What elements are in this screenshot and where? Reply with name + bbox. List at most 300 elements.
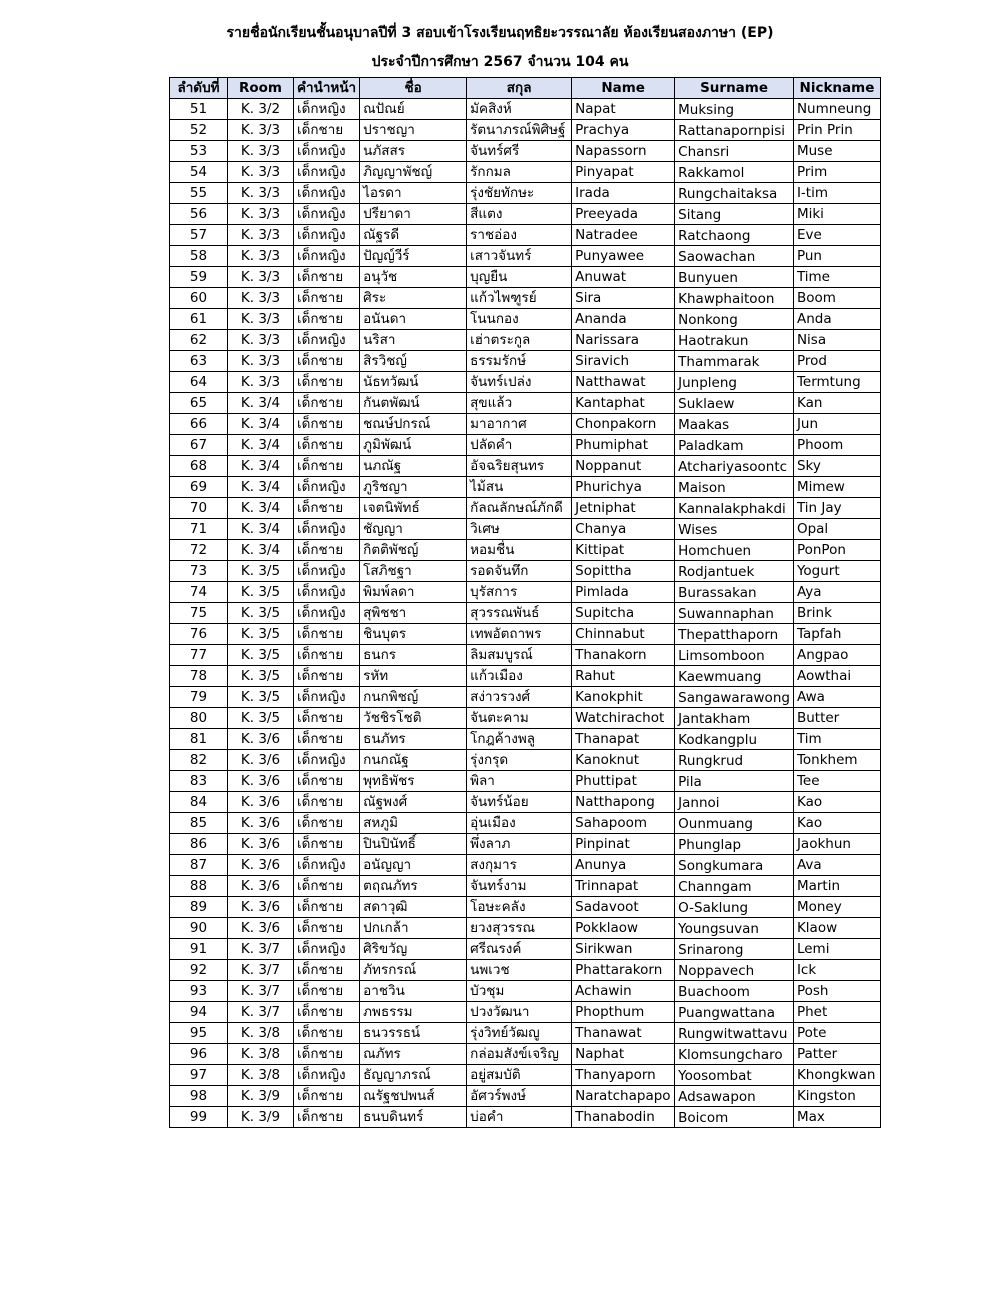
- document-subtitle: ประจำปีการศึกษา 2567 จำนวน 104 คน: [371, 54, 629, 70]
- cell-prefix: เด็กชาย: [294, 981, 360, 1002]
- cell-name: Napat: [572, 99, 675, 120]
- table-row: [170, 1086, 881, 1107]
- cell-thai-name: ธนกร: [360, 645, 467, 666]
- cell-thai-name: สุพิชชา: [360, 603, 467, 624]
- cell-nickname: Mimew: [793, 477, 880, 498]
- cell-name: Thanabodin: [572, 1107, 675, 1128]
- table-row: [170, 897, 881, 918]
- cell-nickname: Martin: [793, 876, 880, 897]
- cell-thai-surname: รุ่งชัยทักษะ: [467, 183, 572, 204]
- table-row: [170, 183, 881, 204]
- cell-thai-surname: ปลัดคำ: [467, 435, 572, 456]
- cell-nickname: Butter: [793, 708, 880, 729]
- cell-name: Pimlada: [572, 582, 675, 603]
- table-row: [170, 162, 881, 183]
- header-thai-name: ชื่อ: [360, 78, 467, 99]
- cell-prefix: เด็กชาย: [294, 771, 360, 792]
- cell-name: Anunya: [572, 855, 675, 876]
- table-row: [170, 393, 881, 414]
- cell-order: 75: [170, 603, 228, 624]
- cell-order: 99: [170, 1107, 228, 1128]
- cell-room: K. 3/3: [228, 246, 294, 267]
- cell-thai-surname: อัจฉริยสุนทร: [467, 456, 572, 477]
- cell-room: K. 3/3: [228, 309, 294, 330]
- table-row: [170, 960, 881, 981]
- cell-prefix: เด็กชาย: [294, 351, 360, 372]
- cell-surname: Songkumara: [675, 855, 794, 876]
- cell-name: Pokklaow: [572, 918, 675, 939]
- cell-nickname: Tim: [793, 729, 880, 750]
- cell-nickname: Prin Prin: [793, 120, 880, 141]
- cell-nickname: PonPon: [793, 540, 880, 561]
- cell-nickname: Kingston: [793, 1086, 880, 1107]
- cell-thai-name: กนกพิชญ์: [360, 687, 467, 708]
- cell-surname: Kannalakphakdi: [675, 498, 794, 519]
- table-row: [170, 855, 881, 876]
- cell-surname: Saowachan: [675, 246, 794, 267]
- cell-room: K. 3/5: [228, 624, 294, 645]
- table-row: [170, 729, 881, 750]
- cell-order: 78: [170, 666, 228, 687]
- cell-room: K. 3/3: [228, 372, 294, 393]
- cell-prefix: เด็กหญิง: [294, 561, 360, 582]
- table-row: [170, 1065, 881, 1086]
- cell-prefix: เด็กชาย: [294, 813, 360, 834]
- cell-prefix: เด็กชาย: [294, 120, 360, 141]
- cell-order: 85: [170, 813, 228, 834]
- cell-order: 79: [170, 687, 228, 708]
- cell-thai-surname: วิเศษ: [467, 519, 572, 540]
- cell-surname: Bunyuen: [675, 267, 794, 288]
- cell-nickname: Kao: [793, 813, 880, 834]
- cell-room: K. 3/5: [228, 561, 294, 582]
- cell-thai-name: ศิริขวัญ: [360, 939, 467, 960]
- cell-thai-surname: พึ่งลาภ: [467, 834, 572, 855]
- cell-surname: Klomsungcharo: [675, 1044, 794, 1065]
- cell-surname: Muksing: [675, 99, 794, 120]
- cell-thai-name: ภูมิพัฒน์: [360, 435, 467, 456]
- cell-nickname: Aya: [793, 582, 880, 603]
- cell-nickname: Jaokhun: [793, 834, 880, 855]
- cell-surname: Suklaew: [675, 393, 794, 414]
- cell-room: K. 3/9: [228, 1107, 294, 1128]
- cell-nickname: Brink: [793, 603, 880, 624]
- table-row: [170, 1023, 881, 1044]
- cell-surname: Kaewmuang: [675, 666, 794, 687]
- table-body: [170, 99, 881, 1128]
- cell-order: 51: [170, 99, 228, 120]
- cell-prefix: เด็กหญิง: [294, 855, 360, 876]
- cell-order: 73: [170, 561, 228, 582]
- cell-room: K. 3/6: [228, 876, 294, 897]
- cell-nickname: Miki: [793, 204, 880, 225]
- cell-order: 90: [170, 918, 228, 939]
- cell-thai-name: ปัญญ์วีร์: [360, 246, 467, 267]
- cell-surname: Atchariyasoontc: [675, 456, 794, 477]
- table-row: [170, 561, 881, 582]
- cell-prefix: เด็กชาย: [294, 729, 360, 750]
- cell-room: K. 3/3: [228, 162, 294, 183]
- table-row: [170, 225, 881, 246]
- cell-surname: Thammarak: [675, 351, 794, 372]
- cell-surname: Sitang: [675, 204, 794, 225]
- cell-nickname: Tee: [793, 771, 880, 792]
- cell-room: K. 3/7: [228, 939, 294, 960]
- cell-order: 80: [170, 708, 228, 729]
- cell-prefix: เด็กชาย: [294, 267, 360, 288]
- cell-prefix: เด็กชาย: [294, 1086, 360, 1107]
- cell-thai-surname: สีแตง: [467, 204, 572, 225]
- cell-room: K. 3/3: [228, 141, 294, 162]
- cell-thai-name: วัชชิรโชติ: [360, 708, 467, 729]
- cell-name: Naratchapapo: [572, 1086, 675, 1107]
- cell-room: K. 3/5: [228, 708, 294, 729]
- cell-room: K. 3/8: [228, 1065, 294, 1086]
- table-row: [170, 624, 881, 645]
- header-order: ลำดับที่: [170, 78, 228, 99]
- cell-nickname: Max: [793, 1107, 880, 1128]
- cell-thai-surname: เสาวจันทร์: [467, 246, 572, 267]
- cell-surname: Puangwattana: [675, 1002, 794, 1023]
- cell-thai-surname: จันทร์งาม: [467, 876, 572, 897]
- cell-name: Ananda: [572, 309, 675, 330]
- cell-prefix: เด็กชาย: [294, 792, 360, 813]
- cell-surname: Paladkam: [675, 435, 794, 456]
- cell-prefix: เด็กชาย: [294, 435, 360, 456]
- cell-prefix: เด็กชาย: [294, 309, 360, 330]
- table-row: [170, 813, 881, 834]
- cell-surname: Wises: [675, 519, 794, 540]
- cell-room: K. 3/6: [228, 918, 294, 939]
- cell-thai-name: ปินปินัทธิ์: [360, 834, 467, 855]
- cell-prefix: เด็กชาย: [294, 708, 360, 729]
- table-row: [170, 582, 881, 603]
- cell-thai-surname: มาอากาศ: [467, 414, 572, 435]
- cell-order: 70: [170, 498, 228, 519]
- cell-order: 66: [170, 414, 228, 435]
- cell-room: K. 3/4: [228, 456, 294, 477]
- cell-thai-name: สหภูมิ: [360, 813, 467, 834]
- cell-name: Thanapat: [572, 729, 675, 750]
- cell-thai-surname: รักกมล: [467, 162, 572, 183]
- cell-prefix: เด็กหญิง: [294, 687, 360, 708]
- cell-surname: Ounmuang: [675, 813, 794, 834]
- cell-name: Kantaphat: [572, 393, 675, 414]
- cell-name: Phumiphat: [572, 435, 675, 456]
- cell-thai-surname: มัคสิงห์: [467, 99, 572, 120]
- cell-name: Sopittha: [572, 561, 675, 582]
- cell-name: Preeyada: [572, 204, 675, 225]
- cell-room: K. 3/8: [228, 1044, 294, 1065]
- cell-name: Prachya: [572, 120, 675, 141]
- cell-order: 60: [170, 288, 228, 309]
- cell-room: K. 3/3: [228, 351, 294, 372]
- table-row: [170, 981, 881, 1002]
- cell-thai-name: สิรวิชญ์: [360, 351, 467, 372]
- cell-surname: Rakkamol: [675, 162, 794, 183]
- cell-thai-name: กนกณัฐ: [360, 750, 467, 771]
- cell-name: Phopthum: [572, 1002, 675, 1023]
- cell-thai-name: ณปัณย์: [360, 99, 467, 120]
- cell-name: Pinyapat: [572, 162, 675, 183]
- cell-order: 92: [170, 960, 228, 981]
- cell-thai-name: ชัญญา: [360, 519, 467, 540]
- cell-thai-surname: ปวงวัฒนา: [467, 1002, 572, 1023]
- cell-prefix: เด็กชาย: [294, 960, 360, 981]
- cell-surname: Phunglap: [675, 834, 794, 855]
- table-row: [170, 246, 881, 267]
- cell-order: 76: [170, 624, 228, 645]
- cell-thai-name: ณัฐรดี: [360, 225, 467, 246]
- table-row: [170, 414, 881, 435]
- cell-room: K. 3/5: [228, 687, 294, 708]
- cell-thai-surname: สง่าวรวงศ์: [467, 687, 572, 708]
- cell-thai-surname: สุวรรณพันธ์: [467, 603, 572, 624]
- cell-room: K. 3/6: [228, 771, 294, 792]
- cell-nickname: Angpao: [793, 645, 880, 666]
- cell-prefix: เด็กชาย: [294, 918, 360, 939]
- cell-prefix: เด็กหญิง: [294, 330, 360, 351]
- cell-room: K. 3/3: [228, 183, 294, 204]
- cell-name: Phurichya: [572, 477, 675, 498]
- cell-nickname: Ava: [793, 855, 880, 876]
- cell-nickname: Pote: [793, 1023, 880, 1044]
- cell-room: K. 3/9: [228, 1086, 294, 1107]
- cell-thai-name: ภัทรกรณ์: [360, 960, 467, 981]
- cell-thai-name: พุทธิพัชร: [360, 771, 467, 792]
- table-row: [170, 540, 881, 561]
- cell-room: K. 3/6: [228, 750, 294, 771]
- cell-thai-name: พิมพ์ลดา: [360, 582, 467, 603]
- cell-room: K. 3/4: [228, 540, 294, 561]
- cell-nickname: Nisa: [793, 330, 880, 351]
- cell-name: Chinnabut: [572, 624, 675, 645]
- cell-thai-surname: กัลณลักษณ์ภักดี: [467, 498, 572, 519]
- cell-prefix: เด็กหญิง: [294, 99, 360, 120]
- cell-prefix: เด็กชาย: [294, 1044, 360, 1065]
- cell-order: 55: [170, 183, 228, 204]
- cell-room: K. 3/7: [228, 960, 294, 981]
- cell-room: K. 3/5: [228, 666, 294, 687]
- table-row: [170, 918, 881, 939]
- table-row: [170, 876, 881, 897]
- cell-surname: Suwannaphan: [675, 603, 794, 624]
- cell-thai-name: ธนภัทร: [360, 729, 467, 750]
- cell-thai-surname: โอษะคลัง: [467, 897, 572, 918]
- cell-prefix: เด็กชาย: [294, 1023, 360, 1044]
- cell-thai-name: โสภิชฐา: [360, 561, 467, 582]
- cell-thai-surname: จันตะคาม: [467, 708, 572, 729]
- cell-thai-surname: แก้วไพฑูรย์: [467, 288, 572, 309]
- cell-name: Phuttipat: [572, 771, 675, 792]
- cell-thai-name: ปกเกล้า: [360, 918, 467, 939]
- cell-prefix: เด็กหญิง: [294, 477, 360, 498]
- table-row: [170, 498, 881, 519]
- cell-room: K. 3/5: [228, 582, 294, 603]
- cell-name: Narissara: [572, 330, 675, 351]
- cell-room: K. 3/6: [228, 813, 294, 834]
- cell-prefix: เด็กชาย: [294, 897, 360, 918]
- table-row: [170, 939, 881, 960]
- cell-name: Supitcha: [572, 603, 675, 624]
- table-row: [170, 330, 881, 351]
- cell-surname: O-Saklung: [675, 897, 794, 918]
- cell-prefix: เด็กหญิง: [294, 141, 360, 162]
- cell-surname: Sangawarawong: [675, 687, 794, 708]
- cell-surname: Junpleng: [675, 372, 794, 393]
- cell-order: 58: [170, 246, 228, 267]
- cell-prefix: เด็กหญิง: [294, 246, 360, 267]
- cell-nickname: Time: [793, 267, 880, 288]
- cell-surname: Ratchaong: [675, 225, 794, 246]
- cell-order: 62: [170, 330, 228, 351]
- cell-thai-surname: โนนกอง: [467, 309, 572, 330]
- cell-room: K. 3/7: [228, 981, 294, 1002]
- cell-surname: Khawphaitoon: [675, 288, 794, 309]
- table-row: [170, 435, 881, 456]
- cell-surname: Yoosombat: [675, 1065, 794, 1086]
- cell-surname: Srinarong: [675, 939, 794, 960]
- cell-room: K. 3/5: [228, 645, 294, 666]
- cell-surname: Rungchaitaksa: [675, 183, 794, 204]
- cell-surname: Noppavech: [675, 960, 794, 981]
- cell-name: Pinpinat: [572, 834, 675, 855]
- cell-surname: Kodkangplu: [675, 729, 794, 750]
- cell-prefix: เด็กชาย: [294, 624, 360, 645]
- table-row: [170, 645, 881, 666]
- table-row: [170, 603, 881, 624]
- cell-room: K. 3/7: [228, 1002, 294, 1023]
- cell-thai-surname: สุขแล้ว: [467, 393, 572, 414]
- cell-thai-name: นภัสสร: [360, 141, 467, 162]
- cell-thai-name: ภิญญาพัชญ์: [360, 162, 467, 183]
- cell-nickname: Money: [793, 897, 880, 918]
- table-row: [170, 834, 881, 855]
- cell-room: K. 3/6: [228, 834, 294, 855]
- cell-order: 53: [170, 141, 228, 162]
- cell-room: K. 3/4: [228, 477, 294, 498]
- cell-thai-surname: นพเวช: [467, 960, 572, 981]
- table-row: [170, 1044, 881, 1065]
- cell-nickname: Numneung: [793, 99, 880, 120]
- cell-prefix: เด็กชาย: [294, 1107, 360, 1128]
- cell-order: 86: [170, 834, 228, 855]
- cell-order: 59: [170, 267, 228, 288]
- cell-order: 71: [170, 519, 228, 540]
- cell-order: 67: [170, 435, 228, 456]
- cell-name: Sira: [572, 288, 675, 309]
- cell-surname: Boicom: [675, 1107, 794, 1128]
- cell-name: Noppanut: [572, 456, 675, 477]
- cell-surname: Maison: [675, 477, 794, 498]
- cell-thai-name: สดาวุฒิ: [360, 897, 467, 918]
- cell-room: K. 3/4: [228, 393, 294, 414]
- cell-nickname: Pun: [793, 246, 880, 267]
- cell-name: Watchirachot: [572, 708, 675, 729]
- cell-surname: Burassakan: [675, 582, 794, 603]
- cell-prefix: เด็กชาย: [294, 666, 360, 687]
- cell-prefix: เด็กหญิง: [294, 162, 360, 183]
- cell-room: K. 3/6: [228, 792, 294, 813]
- cell-room: K. 3/5: [228, 603, 294, 624]
- cell-surname: Nonkong: [675, 309, 794, 330]
- cell-room: K. 3/4: [228, 414, 294, 435]
- header-nickname: Nickname: [793, 78, 880, 99]
- cell-nickname: Ick: [793, 960, 880, 981]
- cell-prefix: เด็กชาย: [294, 456, 360, 477]
- cell-thai-surname: โกฎค้างพลู: [467, 729, 572, 750]
- cell-prefix: เด็กหญิง: [294, 519, 360, 540]
- table-row: [170, 687, 881, 708]
- cell-order: 96: [170, 1044, 228, 1065]
- cell-room: K. 3/3: [228, 204, 294, 225]
- table-row: [170, 1107, 881, 1128]
- cell-order: 98: [170, 1086, 228, 1107]
- cell-prefix: เด็กชาย: [294, 372, 360, 393]
- cell-room: K. 3/4: [228, 519, 294, 540]
- cell-thai-name: ศิระ: [360, 288, 467, 309]
- cell-order: 97: [170, 1065, 228, 1086]
- cell-order: 82: [170, 750, 228, 771]
- cell-order: 74: [170, 582, 228, 603]
- cell-order: 68: [170, 456, 228, 477]
- cell-order: 81: [170, 729, 228, 750]
- cell-surname: Buachoom: [675, 981, 794, 1002]
- cell-thai-name: กันตพัฒน์: [360, 393, 467, 414]
- cell-name: Natthapong: [572, 792, 675, 813]
- cell-thai-name: ชณษ์ปกรณ์: [360, 414, 467, 435]
- cell-name: Natthawat: [572, 372, 675, 393]
- cell-thai-name: นภณัฐ: [360, 456, 467, 477]
- cell-nickname: Jun: [793, 414, 880, 435]
- cell-nickname: Posh: [793, 981, 880, 1002]
- table-row: [170, 309, 881, 330]
- cell-name: Rahut: [572, 666, 675, 687]
- cell-thai-name: ธนบดินทร์: [360, 1107, 467, 1128]
- cell-thai-surname: จันทร์น้อย: [467, 792, 572, 813]
- cell-prefix: เด็กชาย: [294, 414, 360, 435]
- table-row: [170, 99, 881, 120]
- cell-thai-surname: บุญยืน: [467, 267, 572, 288]
- cell-thai-name: อาชวิน: [360, 981, 467, 1002]
- cell-order: 93: [170, 981, 228, 1002]
- document-title: รายชื่อนักเรียนชั้นอนุบาลปีที่ 3 สอบเข้าโรงเรียนฤทธิยะวรรณาลัย ห้องเรียนสองภาษา (EP): [226, 25, 774, 41]
- cell-order: 83: [170, 771, 228, 792]
- cell-surname: Youngsuvan: [675, 918, 794, 939]
- cell-surname: Limsomboon: [675, 645, 794, 666]
- cell-thai-surname: บ่อคำ: [467, 1107, 572, 1128]
- cell-thai-surname: กล่อมสังข์เจริญ: [467, 1044, 572, 1065]
- cell-thai-surname: เทพอัตถาพร: [467, 624, 572, 645]
- cell-surname: Rungkrud: [675, 750, 794, 771]
- cell-surname: Rungwitwattavu: [675, 1023, 794, 1044]
- cell-room: K. 3/3: [228, 267, 294, 288]
- cell-name: Phattarakorn: [572, 960, 675, 981]
- cell-name: Naphat: [572, 1044, 675, 1065]
- cell-nickname: Tin Jay: [793, 498, 880, 519]
- cell-thai-name: ภพธรรม: [360, 1002, 467, 1023]
- table-row: [170, 288, 881, 309]
- cell-nickname: Phoom: [793, 435, 880, 456]
- cell-thai-surname: สงกุมาร: [467, 855, 572, 876]
- cell-nickname: Aowthai: [793, 666, 880, 687]
- cell-surname: Rodjantuek: [675, 561, 794, 582]
- cell-thai-surname: อัศวร์พงษ์: [467, 1086, 572, 1107]
- cell-prefix: เด็กชาย: [294, 393, 360, 414]
- cell-name: Punyawee: [572, 246, 675, 267]
- cell-thai-name: อนัญญา: [360, 855, 467, 876]
- cell-prefix: เด็กหญิง: [294, 204, 360, 225]
